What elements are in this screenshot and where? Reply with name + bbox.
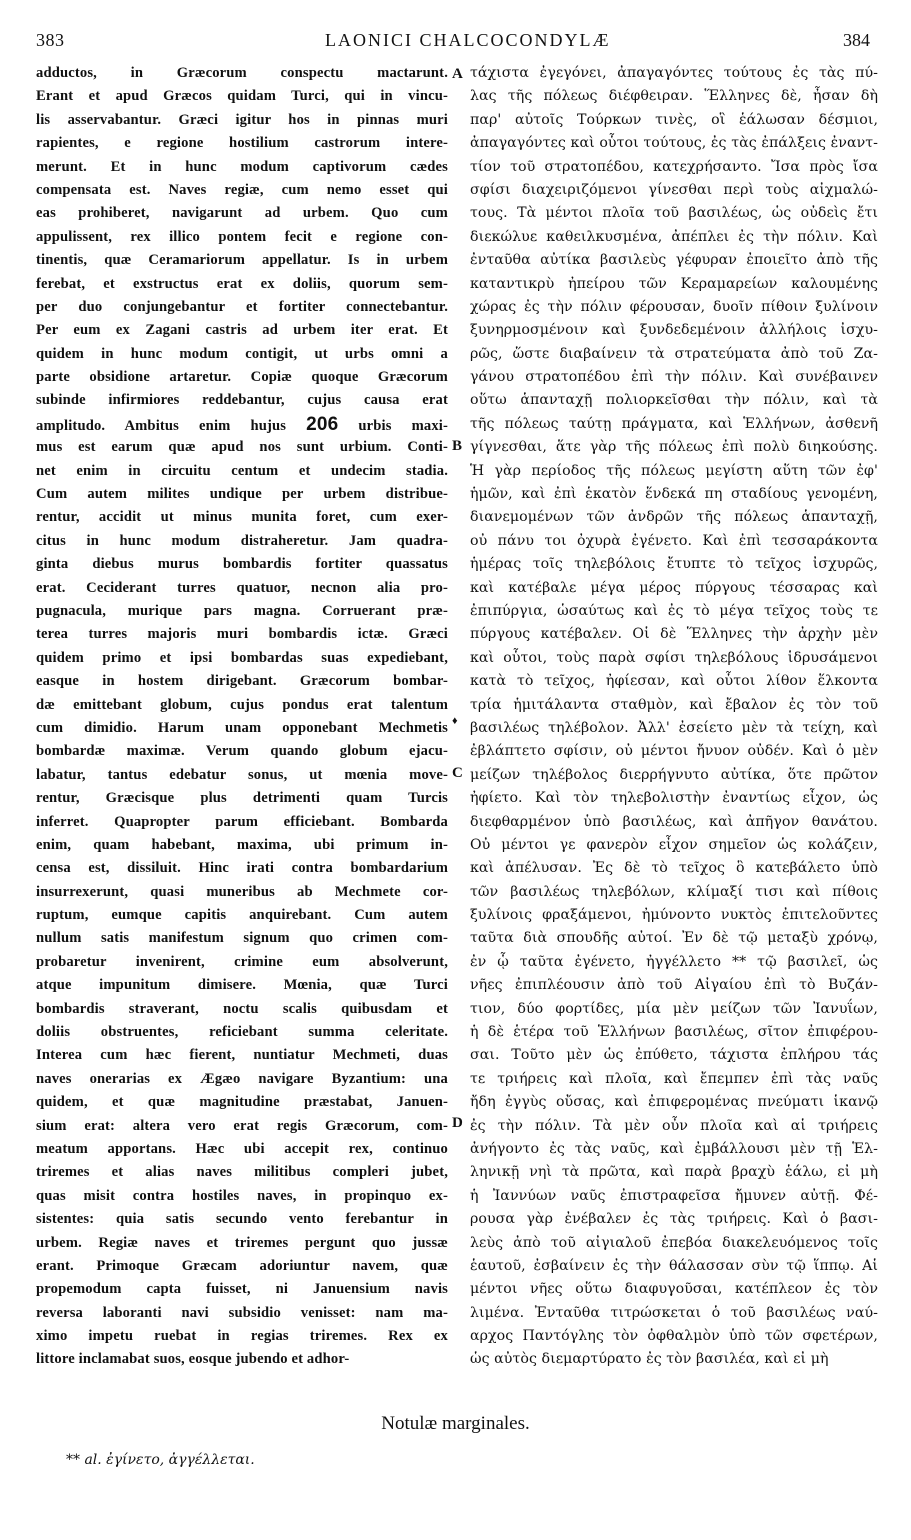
latin-text-line: Erant et apud Græcos quidam Turci, qui in vincu- (36, 88, 448, 105)
latin-text-line: ximo impetu ruebat in regias triremes. Rex ex (36, 1328, 448, 1345)
greek-text-line: ἠφίετο. Καὶ τὸν τηλεβολιστὴν ἐναντίως εἶχον, ὡς (470, 790, 878, 807)
greek-text-line: ἀπαγαγόντες καὶ οὗτοι τούτους, ἐς τὰς ἐπάλξεις ἐναντ- (470, 135, 878, 152)
latin-text-line: Per eum ex Zagani castris ad urbem iter erat. Et (36, 322, 448, 339)
latin-text-line: terea turres majoris muri bombardis ictæ. Græci (36, 626, 448, 643)
latin-text-line: appulissent, rex illico pontem fecit e regione con- (36, 228, 448, 245)
greek-text-line: τε τριήρεις καὶ πλοῖα, καὶ ἔπεμπεν ἐπὶ τὰς ναῦς (470, 1070, 878, 1087)
greek-text-line: μείζων τηλέβολος διερρήγνυτο αὐτίκα, ὅτε πρῶτον (470, 766, 878, 783)
latin-text-line: rapientes, e regione hostilium castrorum intere- (36, 135, 448, 152)
greek-text-line: πύργους κατέβαλεν. Οἱ δὲ Ἕλληνες τὴν ἀρχὴν μὲν (470, 626, 878, 643)
greek-text-line: ληνικῇ νηὶ τὰ πρῶτα, καὶ παρὰ βραχὺ ἑάλω, εἰ μὴ (470, 1164, 878, 1181)
margin-letter-b: B (452, 438, 463, 454)
latin-text-line: eas prohiberet, navigarunt ad urbem. Quo cum (36, 205, 448, 222)
latin-text-line: amplitudo. Ambitus enim hujus 206 urbis maxi- (36, 413, 448, 435)
latin-text-line: propemodum capta fuisset, ni Januensium navis (36, 1281, 448, 1298)
greek-text-line: λεὺς ἀπὸ τοῦ αἰγιαλοῦ ἐπεβόα διακελευόμενος τοῖς (470, 1234, 878, 1251)
greek-text-line: ἡμῶν, καὶ ἐπὶ ἑκατὸν ἕνδεκά πη σταδίους γενομένη, (470, 486, 878, 503)
greek-text-line: ἐνταῦθα αὐτίκα βασιλεὺς γέφυραν ἐποιεῖτο ἀπὸ τῆς (470, 252, 878, 269)
latin-text-line: bombardis straverant, noctu scalis quibusdam et (36, 1000, 448, 1017)
greek-text-line: τιον, δύο φορτίδες, μία μὲν μείζων τῶν Ἰανυΐων, (470, 1000, 878, 1017)
latin-text-line: censa est, dissiluit. Hinc irati contra bombardarium (36, 860, 448, 877)
margin-letter-a: A (452, 66, 463, 82)
latin-text-line: urbem. Regiæ naves et triremes pergunt quo jussæ (36, 1234, 448, 1251)
latin-text-line: dæ emittebant globum, cujus pondus erat talentum (36, 696, 448, 713)
latin-text-line: ruptum, eumque capitis anquirebant. Cum autem (36, 907, 448, 924)
latin-text-line: tinentis, quæ Ceramariorum appellatur. Is in urbem (36, 252, 448, 269)
latin-text-line: Cum autem milites undique per urbem distribue- (36, 486, 448, 503)
greek-text-line: τῶν βασιλέως τηλεβόλων, κλίμαξί τισι καὶ πίθοις (470, 883, 878, 900)
marginal-notes-heading: Notulæ marginales. (381, 1413, 530, 1434)
latin-text-line: sium erat: altera vero erat regis Græcorum, com- (36, 1117, 448, 1134)
latin-text-line: per duo conjungebantur et fortiter connectebantur. (36, 298, 448, 315)
greek-text-line: οὕτω ἁπανταχῇ πολιορκεῖσθαι τὴν πόλιν, καὶ τὰ (470, 392, 878, 409)
greek-text-line: ἐπιπύργια, ὡσαύτως καὶ ἐς τὸ μέγα τεῖχος τοὺς τε (470, 602, 878, 619)
greek-text-line: σφίσι διαχειριζόμενοι γίνεσθαι περὶ τοὺς αἰχμαλώ- (470, 181, 878, 198)
greek-text-line: ξυλίνοις φραξάμενοι, ἠμύνοντο νυκτὸς ἐπιτελοῦντες (470, 907, 878, 924)
latin-text-line: citus in hunc modum distraheretur. Jam quadra- (36, 532, 448, 549)
latin-text-line: bombardæ maximæ. Verum quando globum ejacu- (36, 743, 448, 760)
latin-text-line: rentur, accidit ut minus munita foret, cum exer- (36, 509, 448, 526)
greek-text-line: τρία ἡμιτάλαντα σταθμὸν, καὶ ἔβαλον ἐς τὸν τοῦ (470, 696, 878, 713)
greek-text-line: σαι. Τοῦτο μὲν ὡς ἐπύθετο, τάχιστα ἐπλήρου τάς (470, 1047, 878, 1064)
greek-text-line: ἐν ᾧ ταῦτα ἐγένετο, ἠγγέλλετο ** τῷ βασιλεῖ, ὡς (470, 953, 878, 970)
latin-text-line: Interea cum hæc fierent, nuntiatur Mechmeti, duas (36, 1047, 448, 1064)
latin-text-line: sistentes: quia satis secundo vento ferebantur in (36, 1211, 448, 1228)
greek-text-line: καὶ ἀπέλυσαν. Ἐς δὲ τὸ τεῖχος ὃ κατεβάλετο ὑπὸ (470, 860, 878, 877)
greek-text-line: τάχιστα ἐγεγόνει, ἀπαγαγόντες τούτους ἐς τὰς πύ- (470, 65, 878, 81)
greek-text-line: καὶ οὗτοι, τοὺς παρὰ σφίσι τηλεβόλους ἱδρυσάμενοι (470, 649, 878, 666)
greek-text-line: Οὐ μέντοι γε φανερὸν εἶχον σημεῖον ὡς κολάζειν, (470, 836, 878, 853)
latin-text-line: meatum apportans. Hæc ubi accepit rex, continuo (36, 1140, 448, 1157)
greek-text-line: καταντικρὺ ἠπείρου τῶν Κεραμαρείων καλουμένης (470, 275, 878, 292)
latin-text-line: lis asservabantur. Græci igitur hos in pinnas muri (36, 111, 448, 128)
latin-text-line: littore inclamabat suos, eosque jubendo et adhor- (36, 1351, 350, 1368)
greek-text-line: τίον τοῦ στρατοπέδου, κατεχρήσαντο. Ἴσα πρὸς ἴσα (470, 158, 878, 175)
greek-text-line: ξυνηρμοσμένοιν καὶ ξυνδεδεμένοιν ἀλλήλοις ἰσχυ- (470, 322, 878, 339)
greek-text-line: ρῶς, ὥστε διαβαίνειν τὰ στρατεύματα ἀπὸ τοῦ Ζα- (470, 345, 878, 362)
folio-marker: 206 (306, 413, 339, 435)
greek-text-line: λας τῆς πόλεως διέφθειραν. Ἕλληνες δὲ, ἦσαν δὴ (470, 88, 878, 105)
greek-column (470, 62, 878, 1372)
latin-text-line: adductos, in Græcorum conspectu mactarunt. (36, 65, 448, 81)
latin-text-line: doliis obstruentes, reficiebant summa celeritate. (36, 1024, 448, 1041)
margin-dagger-icon: ♦ (452, 715, 458, 727)
greek-text-line: τῆς πόλεως ταύτῃ πράγματα, καὶ Ἑλλήνων, ἀσθενῆ (470, 415, 878, 432)
greek-text-line: παρ' αὐτοῖς Τούρκων τινὲς, οἳ ἑάλωσαν δέσμιοι, (470, 111, 878, 128)
running-title: LAONICI CHALCOCONDYLÆ (325, 30, 611, 50)
latin-text-line: inferret. Quapropter parum efficiebant. Bombarda (36, 813, 448, 830)
latin-text-line: insurrexerunt, quasi muneribus ab Mechmete cor- (36, 883, 448, 900)
latin-text-line: erant. Primoque Græcam adoriuntur navem, quæ (36, 1257, 448, 1274)
greek-text-line: ἐς τὴν πόλιν. Τὰ μὲν οὖν πλοῖα καὶ αἱ τριήρεις (470, 1117, 878, 1134)
latin-text-line: reversa laboranti navi subsidio venisset: nam ma- (36, 1304, 448, 1321)
latin-text-line: net enim in circuitu centum et undecim stadia. (36, 462, 448, 479)
right-page-number: 384 (843, 30, 870, 50)
margin-letter-d: D (452, 1115, 463, 1131)
latin-text-line: subinde infirmiores reddebantur, cujus causa erat (36, 392, 448, 409)
greek-text-line: διεφθαρμένον ὑπὸ βασιλέως, καὶ ἀπῆγον θανάτου. (470, 813, 878, 830)
latin-text-line: enim, quam habebant, maxima, ubi primum in- (36, 836, 448, 853)
latin-text-line: quidem primo et ipsi bombardas suas expediebant, (36, 649, 448, 666)
greek-text-line: μέντοι νῆες οὕτω διαφυγοῦσαι, κατέπλεον ἐς τὸν (470, 1281, 878, 1298)
greek-text-line: ἡ Ἰαννύων ναῦς ἐπιστραφεῖσα ἤμυνεν αὐτῇ. Φέ- (470, 1187, 878, 1204)
greek-text-line: γάνου στρατοπέδου ἐπὶ τὴν πόλιν. Καὶ συνέβαινεν (470, 369, 878, 386)
greek-text-line: λιμένα. Ἐνταῦθα τιτρώσκεται ὁ τοῦ βασιλέως ναύ- (470, 1304, 878, 1321)
greek-text-line: γίγνεσθαι, ἅτε γὰρ τῆς πόλεως ἐπὶ πολὺ διηκούσης. (470, 439, 878, 456)
greek-text-line: χώρας ἐς τὴν πόλιν φέρουσαν, δυοῖν πίθοιν ξυλίνοιν (470, 298, 878, 315)
greek-text-line: τους. Τὰ μέντοι πλοῖα τοῦ βασιλέως, ὡς οὐδεὶς ἔτι (470, 205, 878, 222)
latin-text-line: rentur, Græcisque plus detrimenti quam Turcis (36, 790, 448, 807)
latin-text-line: nullum satis manifestum signum quo crimen com- (36, 930, 448, 947)
latin-text-line: quidem in hunc modum contigit, ut urbs omni a (36, 345, 448, 362)
greek-text-line: ὡς αὐτὸς διεμαρτύρατο ἐς τὸν βασιλέα, καὶ εἰ μὴ (470, 1351, 829, 1368)
greek-text-line: ἡ δὲ ἑτέρα τοῦ Ἑλλήνων βασιλέως, σῖτον ἐπιφέρου- (470, 1024, 878, 1041)
latin-text-line: easque in hostem dirigebant. Græcorum bombar- (36, 673, 448, 690)
latin-text-line: erat. Ceciderant turres quatuor, necnon alia pro- (36, 579, 448, 596)
left-page-number: 383 (36, 30, 65, 50)
latin-text-line: ginta diebus murus bombardis fortiter quassatus (36, 556, 448, 573)
latin-text-line: atque impunitum dimisere. Mœnia, quæ Turci (36, 977, 448, 994)
margin-letter-c: C (452, 765, 463, 781)
latin-text-line: quas misit contra hostiles naves, in propinquo ex- (36, 1187, 448, 1204)
greek-text-line: κατὰ τὸ τεῖχος, ἠφίεσαν, καὶ οὗτοι λίθον ἕλκοντα (470, 673, 878, 690)
latin-text-line: merunt. Et in hunc modum captivorum cædes (36, 158, 448, 175)
latin-text-line: triremes et alias naves militibus compleri jubet, (36, 1164, 448, 1181)
latin-text-line: parte obsidione artaretur. Copiæ quoque Græcorum (36, 369, 448, 386)
greek-text-line: οὐ πάνυ τοι ὀχυρὰ ἐγένετο. Καὶ ἐπὶ τεσσαράκοντα (470, 532, 878, 549)
greek-text-line: βασιλέως τηλέβολον. Ἀλλ' ἐσείετο μὲν τὰ τείχη, καὶ (470, 719, 878, 736)
greek-text-line: διεκώλυε καθειλκυσμένα, ἀπέπλει ἐς τὴν πόλιν. Καὶ (470, 228, 878, 245)
latin-column (36, 62, 448, 1372)
greek-text-line: νῆες ἐπιπλέουσιν ἀπὸ τοῦ Αἰγαίου ἐπὶ τὸ Βυζάν- (470, 977, 878, 994)
greek-text-line: Ἡ γὰρ περίοδος τῆς πόλεως μεγίστη αὕτη τῶν ἐφ' (470, 462, 878, 479)
latin-text-line: naves onerarias ex Ægæo navigare Byzantium: una (36, 1070, 448, 1087)
greek-text-line: ρουσα γὰρ ἐνέβαλεν ἐς τὰς τριήρεις. Καὶ ὁ βασι- (470, 1211, 878, 1228)
greek-text-line: ἐβλάπτετο σφίσιν, οὐ μέντοι ἤνυον οὐδέν. Καὶ ὁ μὲν (470, 743, 878, 760)
greek-text-line: αρχος Παντόγλης τὸν ὀφθαλμὸν ὑπὸ τῶν σφετέρων, (470, 1328, 878, 1345)
greek-text-line: διανεμομένων τῶν ἀνδρῶν τῆς πόλεως ἁπανταχῇ, (470, 509, 878, 526)
greek-text-line: ταῦτα διὰ σπουδῆς αὐτοί. Ἐν δὲ τῷ μεταξὺ χρόνῳ, (470, 930, 878, 947)
latin-text-line: probaretur invenirent, crimine eum absolverunt, (36, 953, 448, 970)
greek-text-line: ἑαυτοῦ, ἐσβαίνειν ἐς τὴν θάλασσαν σὺν τῷ ἵππῳ. Αἱ (470, 1257, 878, 1274)
greek-text-line: καὶ κατέβαλε μέγα μέρος πύργους τέσσαρας καὶ (470, 579, 878, 596)
latin-text-line: cum dimidio. Harum unam opponebant Mechmetis (36, 719, 448, 736)
latin-text-line: pugnacula, murique pars magna. Corruerant præ- (36, 602, 448, 619)
greek-text-line: ἤδη ἐγγὺς οὔσας, καὶ ἐπιφερομένας πνεύματι ἱκανῷ (470, 1094, 878, 1111)
latin-text-line: compensata est. Naves regiæ, cum nemo esset qui (36, 181, 448, 198)
latin-text-line: quidem, et quæ magnitudine præstabat, Januen- (36, 1094, 448, 1111)
footnote: ** al. ἐγίνετο, ἀγγέλλεται. (66, 1452, 255, 1468)
greek-text-line: ἡμέρας τοῖς τηλεβόλοις ἔτυπτε τὸ τεῖχος ἰσχυρῶς, (470, 556, 878, 573)
latin-text-line: ferebat, et exstructus erat ex doliis, quorum sem- (36, 275, 448, 292)
greek-text-line: ἀνήγοντο ἐς τὰς ναῦς, καὶ ἐμβάλλουσι μὲν τῇ Ἑλ- (470, 1140, 878, 1157)
latin-text-line: mus est earum quæ apud nos sunt urbium. Conti- (36, 439, 448, 456)
latin-text-line: labatur, tantus edebatur sonus, ut mœnia move- (36, 766, 448, 783)
